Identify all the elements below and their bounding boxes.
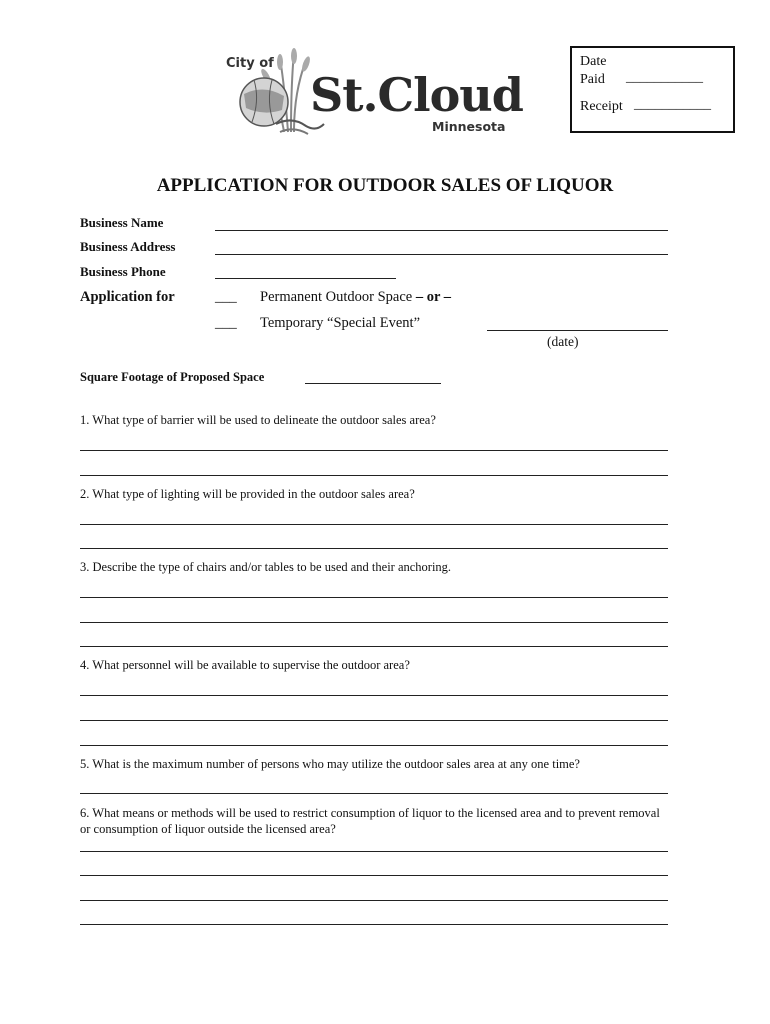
answer-line[interactable] [80, 900, 668, 901]
event-date-field[interactable] [487, 330, 668, 331]
square-footage-field[interactable] [305, 383, 441, 384]
permanent-option-label [260, 289, 451, 306]
answer-line[interactable] [80, 622, 668, 623]
business-address-field[interactable] [215, 254, 668, 255]
logo-city-of: City of [226, 56, 274, 71]
question-6: 6. What means or methods will be used to restrict consumption of liquor to the licensed area and to prevent removal or consumption of liquor outside the licensed area? [80, 806, 660, 836]
page-title: APPLICATION FOR OUTDOOR SALES OF LIQUOR [156, 175, 614, 196]
temporary-option-label: Temporary “Special Event” [260, 315, 421, 331]
answer-line[interactable] [80, 475, 668, 476]
temporary-checkbox-blank[interactable]: ___ [215, 315, 237, 331]
answer-line[interactable] [80, 793, 668, 794]
question-1: 1. What type of barrier will be used to delineate the outdoor sales area? [80, 413, 436, 427]
answer-line[interactable] [80, 450, 668, 451]
date-label: Date [580, 54, 607, 69]
business-name-field[interactable] [215, 230, 668, 231]
question-4: 4. What personnel will be available to supervise the outdoor area? [80, 658, 410, 672]
receipt-blank[interactable]: ___________ [634, 97, 711, 112]
answer-line[interactable] [80, 646, 668, 647]
answer-line[interactable] [80, 924, 668, 925]
question-5: 5. What is the maximum number of persons who may utilize the outdoor sales area at any one time? [80, 757, 580, 771]
answer-line[interactable] [80, 597, 668, 598]
question-2: 2. What type of lighting will be provided in the outdoor sales area? [80, 487, 415, 501]
logo-minnesota: Minnesota [432, 119, 506, 134]
question-3: 3. Describe the type of chairs and/or tables to be used and their anchoring. [80, 560, 452, 574]
permanent-text: Permanent Outdoor Space [260, 289, 413, 305]
or-text: – or – [412, 289, 452, 305]
answer-line[interactable] [80, 745, 668, 746]
permanent-checkbox-blank[interactable]: ___ [215, 289, 237, 305]
business-name-label: Business Name [80, 215, 164, 230]
answer-line[interactable] [80, 695, 668, 696]
business-phone-label: Business Phone [80, 264, 166, 279]
answer-line[interactable] [80, 524, 668, 525]
paid-blank[interactable]: ___________ [626, 70, 703, 85]
business-phone-field[interactable] [215, 278, 396, 279]
business-address-label: Business Address [80, 239, 176, 254]
date-caption: (date) [547, 334, 579, 349]
receipt-label: Receipt [580, 99, 623, 114]
application-for-label: Application for [80, 289, 175, 305]
answer-line[interactable] [80, 851, 668, 852]
answer-line[interactable] [80, 720, 668, 721]
answer-line[interactable] [80, 875, 668, 876]
square-footage-label: Square Footage of Proposed Space [80, 370, 265, 384]
paid-label: Paid [580, 72, 605, 87]
logo-st-cloud: St.Cloud [310, 68, 523, 122]
answer-line[interactable] [80, 548, 668, 549]
